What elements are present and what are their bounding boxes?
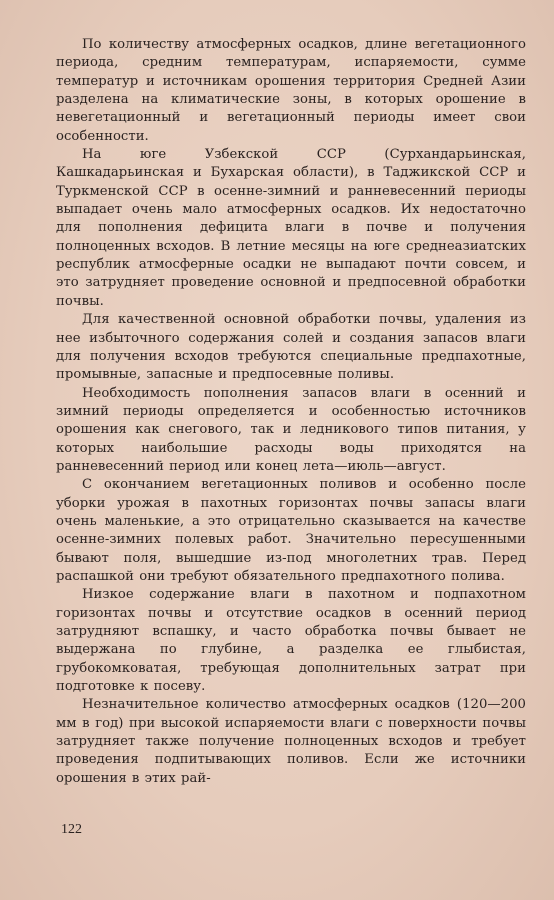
paragraph: По количеству атмосферных осадков, длине вегетационного периода, средним температурам, испаряемости, сумме температур и источникам орошения территория Средней Азии разделена на климатические зоны, в которых орошение в невегетационный и вегетационный периоды имеет свои особенности. <box>56 37 526 144</box>
paragraph: Низкое содержание влаги в пахотном и подпахотном горизонтах почвы и отсутствие осадков в осенний период затрудняют вспашку, и часто обработка почвы бывает не выдержана по глубине, а разделка ее глыбистая, грубокомковатая, требующая дополнительных затрат при подготовке к посеву. <box>56 587 526 695</box>
page-number: 122 <box>61 822 82 837</box>
paragraph: Для качественной основной обработки почвы, удаления из нее избыточного содержания солей и создания запасов влаги для получения всходов требуются специальные предпахотные, промывные, запасные и предпосевные поливы. <box>56 312 526 383</box>
paragraph: Необходимость пополнения запасов влаги в осенний и зимний периоды определяется и особенностью источников орошения как снегового, так и ледникового типов питания, у которых наибольшие расходы воды приходятся на ранневесенний период или конец лета—июль—август. <box>56 385 526 474</box>
paragraph: На юге Узбекской ССР (Сурхандарьинская, Кашкадарьинская и Бухарская области), в Таджикской ССР и Туркменской ССР в осенне-зимний и ранневесенний периоды выпадает очень мало атмосферных осадков. Их недостаточно для пополнения дефицита влаги в почве и получения полноценных всходов. В летние месяцы на юге среднеазиатских республик атмосферные осадки не выпадают почти совсем, и это затрудняет проведение основной и предпосевной обработки почвы. <box>56 147 526 309</box>
paragraph: Незначительное количество атмосферных осадков (120—200 мм в год) при высокой испаряемости влаги с поверхности почвы затрудняет также получение полноценных всходов и требует проведения подпитывающих поливов. Если же источники орошения в этих рай- <box>56 697 526 786</box>
page-text-block <box>56 36 526 788</box>
paragraph: С окончанием вегетационных поливов и особенно после уборки урожая в пахотных горизонтах почвы запасы влаги очень маленькие, а это отрицательно сказывается на качестве осенне-зимних полевых работ. Значительно пересушенными бывают поля, вышедшие из-под многолетних трав. Перед распашкой они требуют обязательного предпахотного полива. <box>56 477 526 584</box>
